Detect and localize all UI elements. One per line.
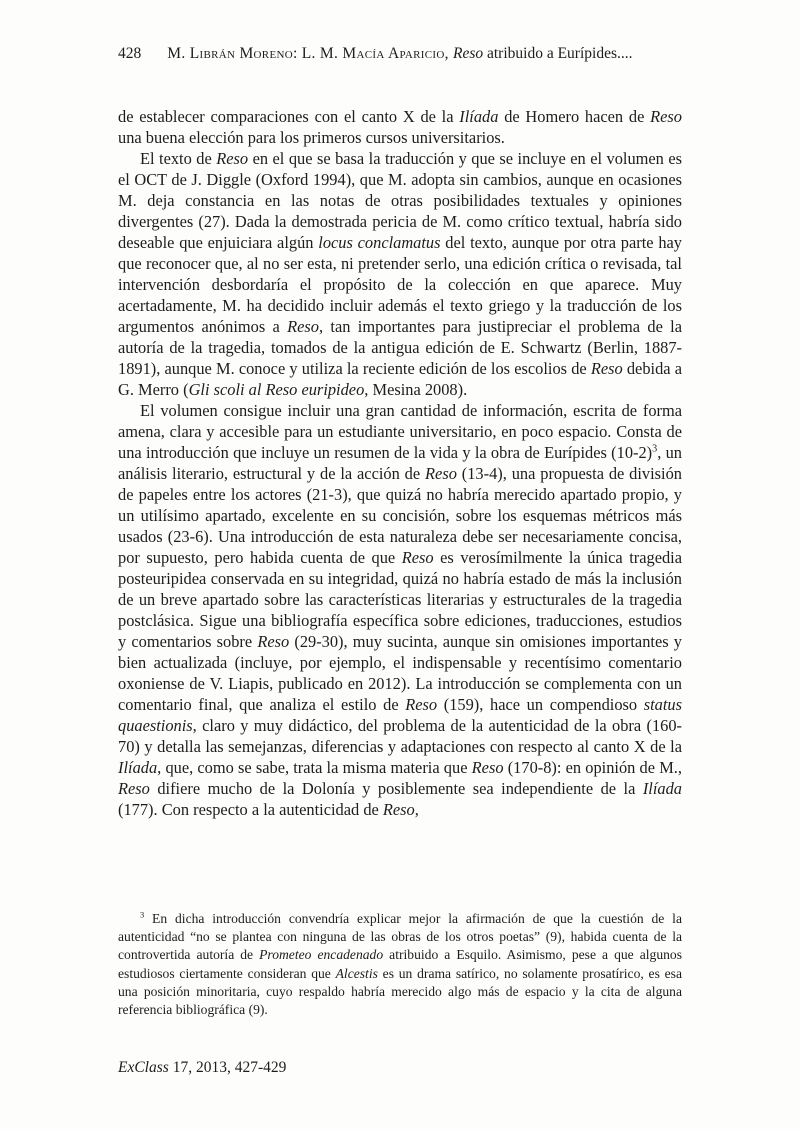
text-segment: locus conclamatus	[318, 233, 441, 252]
text-segment: (29-30), muy sucinta, aunque sin omisiones importantes y bien actualizada (incluye, por ejemplo, el indispensable y recentísimo comentario oxoniense de V. Liapis, publicado en 2012). La introducción se complementa con un comentario final, que analiza el estilo de	[118, 632, 682, 714]
text-segment: Reso	[590, 359, 623, 378]
text-segment: de establecer comparaciones con el canto X de la	[118, 107, 460, 126]
text-segment: (13-4), una propuesta de división de papeles entre los actores (21-3), que quizá no habría merecido apartado propio, y un utilísimo apartado, excelente en su concisión, sobre los esquemas métricos más usados (23-6). Una introducción de esta naturaleza debe ser necesariamente concisa, por supuesto, pero habida cuenta de que	[118, 464, 683, 567]
text-segment: 17, 2013, 427-429	[168, 1059, 287, 1076]
text-segment: Reso	[216, 149, 249, 168]
text-segment: Reso	[650, 107, 682, 126]
text-segment: debida a G. Merro (	[118, 359, 682, 399]
text-segment: es verosímilmente la única tragedia posteuripidea conservada en su integridad, quizá no habría estado de más la inclusión de un breve apartado sobre las características literarias y estructurales de la tragedia postclásica. Sigue una bibliografía específica sobre ediciones, traducciones, estudios y comentarios sobre	[118, 548, 682, 651]
text-segment: Reso	[257, 632, 290, 651]
text-segment: atribuido a Esquilo. Asimismo, pese a que algunos estudiosos ciertamente consideran que	[118, 947, 682, 981]
text-segment: , claro y muy didáctico, del problema de la autenticidad de la obra (160-70) y detalla las semejanzas, diferencias y adaptaciones con respecto al canto X de la	[118, 716, 682, 756]
text-segment: (177). Con respecto a la autenticidad de	[118, 800, 383, 819]
text-segment: M. Librán Moreno: L. M. Macía Aparicio,	[167, 45, 453, 62]
text-segment: de Homero hacen de	[498, 107, 651, 126]
page-header	[118, 44, 682, 64]
text-segment: ,	[414, 800, 419, 819]
text-segment: , un análisis literario, estructural y de la acción de	[118, 443, 682, 483]
text-segment: Reso	[425, 464, 457, 483]
text-segment: del texto, aunque por otra parte hay que reconocer que, al no ser esta, ni pretender serlo, una edición crítica o revisada, tal intervención desbordaría el propósito de la colección en que aparece. Muy acertadamente, M. ha decidido incluir además el texto griego y la traducción de los argumentos anónimos a	[118, 233, 682, 336]
body-text	[118, 106, 682, 820]
text-segment: , Mesina 2008).	[364, 380, 468, 399]
text-segment: ExClass	[118, 1059, 169, 1076]
text-segment: En dicha introducción convendría explicar mejor la afirmación de que la cuestión de la autenticidad “no se plantea con ninguna de las obras de los otros poetas” (9), habida cuenta de la controvertida autoría de	[118, 911, 682, 963]
text-segment: Reso	[405, 695, 438, 714]
text-segment: , tan importantes para justipreciar el problema de la autoría de la tragedia, tomados de la antigua edición de E. Schwartz (Berlin, 1887-1891), aunque M. conoce y utiliza la reciente edición de los escolios de	[118, 317, 682, 378]
running-title	[167, 45, 632, 62]
body-paragraph	[118, 106, 682, 148]
footnote	[118, 910, 682, 1019]
text-segment: (170-8): en opinión de M.,	[503, 758, 682, 777]
text-segment: es un drama satírico, no solamente prosatírico, es esa una posición minoritaria, cuyo respaldo habría merecido algo más de espacio y la cita de alguna referencia bibliográfica (9).	[118, 965, 682, 1018]
text-segment: Ilíada	[118, 758, 158, 777]
text-segment: , que, como se sabe, trata la misma materia que	[157, 758, 472, 777]
text-segment: Ilíada	[642, 779, 682, 798]
journal-footer	[118, 1058, 682, 1078]
body-paragraph	[118, 148, 682, 400]
text-segment: Gli scoli al Reso euripideo	[188, 380, 365, 399]
text-segment: en el que se basa la traducción y que se incluye en el volumen es el OCT de J. Diggle (Oxford 1994), que M. adopta sin cambios, aunque en ocasiones M. deja constancia en las notas de otras posibilidades textuales y opiniones divergentes (27). Dada la demostrada pericia de M. como crítico textual, habría sido deseable que enjuiciara algún	[118, 149, 682, 252]
text-segment: una buena elección para los primeros cursos universitarios.	[118, 128, 505, 147]
text-segment: 3	[652, 443, 658, 455]
text-segment: Alcestis	[335, 965, 378, 981]
body-paragraph	[118, 400, 682, 820]
text-segment: status quaestionis	[118, 695, 682, 735]
text-segment: Reso	[471, 758, 504, 777]
text-segment: Prometeo encadenado	[259, 947, 384, 963]
text-segment: Reso	[401, 548, 434, 567]
text-segment: atribuido a Eurípides....	[483, 45, 633, 62]
page-number: 428	[118, 45, 142, 62]
text-segment: Reso	[382, 800, 415, 819]
text-segment: difiere mucho de la Dolonía y posiblemente sea independiente de la	[149, 779, 643, 798]
text-segment: Reso	[118, 779, 150, 798]
text-segment: Reso	[452, 45, 484, 62]
text-segment: (159), hace un compendioso	[437, 695, 644, 714]
text-segment: El texto de	[140, 149, 217, 168]
text-segment: 3	[140, 909, 145, 920]
text-segment: Reso	[287, 317, 320, 336]
text-segment: Ilíada	[459, 107, 499, 126]
text-segment: El volumen consigue incluir una gran cantidad de información, escrita de forma amena, clara y accesible para un estudiante universitario, en poco espacio. Consta de una introducción que incluye un resumen de la vida y la obra de Eurípides (10-2)	[118, 401, 682, 462]
